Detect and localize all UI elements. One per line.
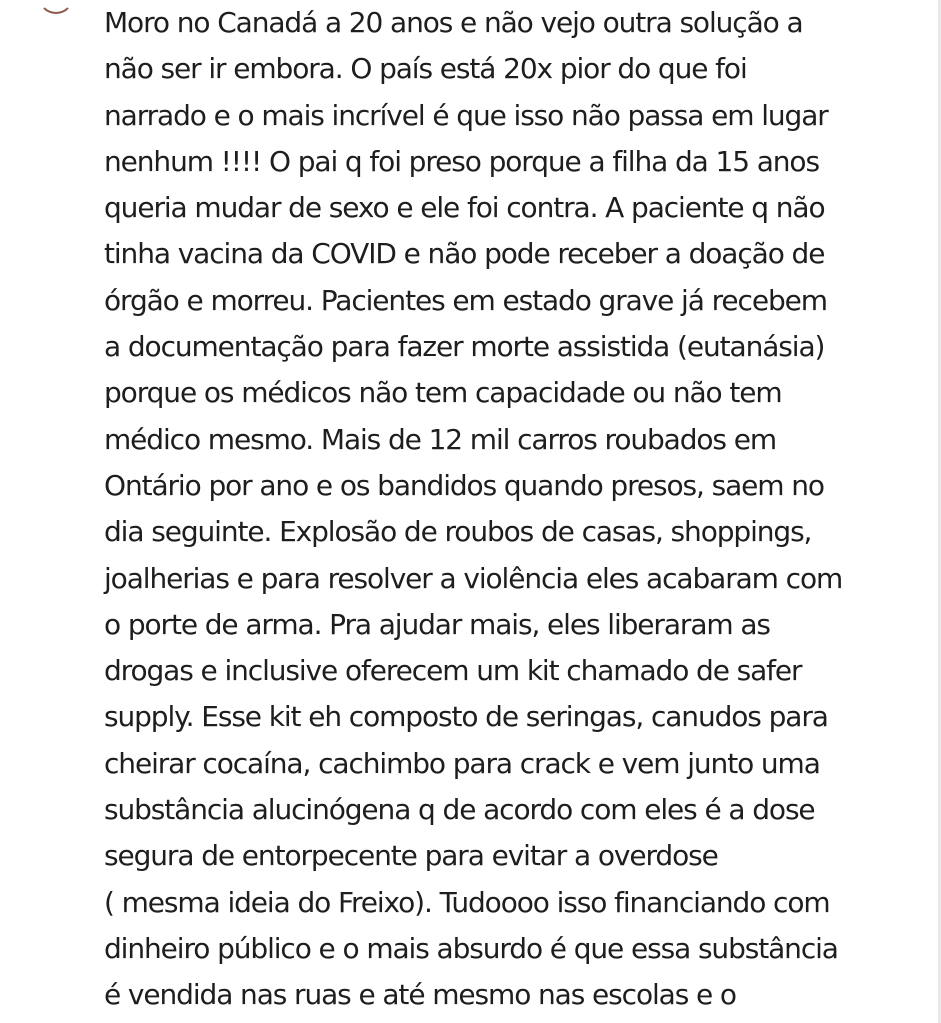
comment-line: nenhum !!!! O pai q foi preso porque a filha da 15 anos (104, 144, 819, 178)
comment-line: drogas e inclusive oferecem um kit chamado de safer (104, 654, 802, 688)
comment-line: dia seguinte. Explosão de roubos de casas, shoppings, (104, 515, 812, 549)
comment-line: Ontário por ano e os bandidos quando presos, saem no (104, 468, 824, 502)
comment-line: narrado e o mais incrível é que isso não passa em lugar (104, 98, 828, 132)
comment-line: Moro no Canadá a 20 anos e não vejo outra solução a (104, 6, 803, 39)
avatar[interactable] (38, 0, 74, 14)
comment-line: não ser ir embora. O país está 20x pior do que foi (104, 52, 747, 86)
comment-line: órgão e morreu. Pacientes em estado grave já recebem (104, 283, 827, 317)
comment-line: segura de entorpecente para evitar a overdose (104, 839, 718, 873)
comment-line: ( mesma ideia do Freixo). Tudoooo isso financiando com (104, 885, 830, 919)
comment-line: queria mudar de sexo e ele foi contra. A paciente q não (104, 191, 825, 225)
comment-line: tinha vacina da COVID e não pode receber a doação de (104, 237, 825, 271)
comment-line: cheirar cocaína, cachimbo para crack e vem junto uma (104, 746, 820, 780)
comment-line: joalherias e para resolver a violência eles acabaram com (104, 561, 843, 595)
comment-line: porque os médicos não tem capacidade ou não tem (104, 376, 782, 410)
comment-line: o porte de arma. Pra ajudar mais, eles liberaram as (104, 607, 770, 641)
comment-line: médico mesmo. Mais de 12 mil carros roubados em (104, 422, 777, 456)
comment-line: a documentação para fazer morte assistida (eutanásia) (104, 330, 825, 364)
comment-line: dinheiro público e o mais absurdo é que essa substância (104, 931, 838, 965)
comment-text (104, 0, 904, 1019)
comment-line: substância alucinógena q de acordo com eles é a dose (104, 793, 815, 827)
comment-line: é vendida nas ruas e até mesmo nas escolas e o (104, 978, 736, 1012)
comment-line: supply. Esse kit eh composto de seringas, canudos para (104, 700, 828, 734)
